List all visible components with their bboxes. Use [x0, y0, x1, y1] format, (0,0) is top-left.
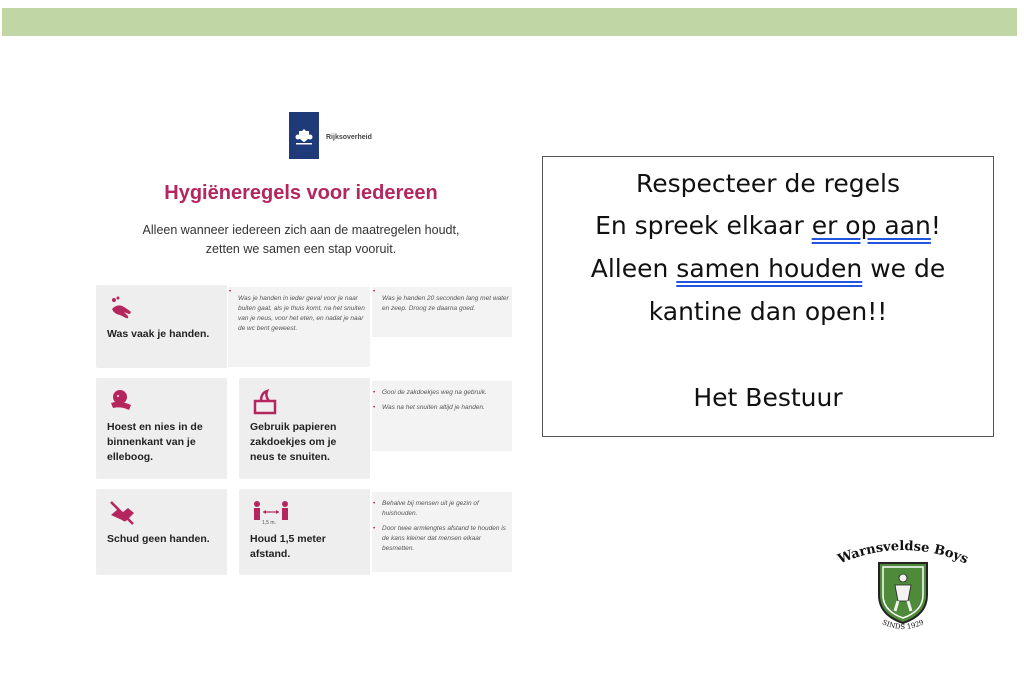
- card-label: Gebruik papieren zakdoekjes om je neus te snuiten.: [250, 421, 337, 463]
- message-line-1: Respecteer de regels: [636, 169, 900, 198]
- message-box: [542, 156, 994, 437]
- card-label: Houd 1,5 meter afstand.: [250, 533, 326, 560]
- hygiene-poster: [78, 100, 524, 590]
- tissue-box-icon: [251, 388, 279, 416]
- top-banner: [2, 8, 1017, 36]
- government-logo-icon: [289, 112, 319, 159]
- poster-title: Hygiëneregels voor iedereen: [164, 182, 438, 204]
- no-handshake-icon: [108, 499, 136, 527]
- card-label: Hoest en nies in de binnenkant van je elleboog.: [107, 421, 203, 463]
- card-distance: [239, 489, 370, 575]
- note-distance: • Behalve bij mensen uit je gezin of huishouden. • Door twee armlengtes afstand te houden is de kans kleiner dat mensen elkaar besmetten.: [372, 492, 512, 572]
- card-no-handshake: [96, 489, 227, 575]
- note-tissue: • Gooi de zakdoekjes weg na gebruik. • Was na het snuiten altijd je handen.: [372, 381, 512, 451]
- message-line-2: En spreek elkaar er op aan!: [595, 211, 941, 240]
- message-signature: Het Bestuur: [693, 383, 843, 412]
- wash-hands-icon: [108, 295, 136, 323]
- card-cough: [96, 378, 227, 479]
- note-wash-a: • Was je handen in ieder geval voor je naar buiten gaat, als je thuis komt, na het snuiten van je neus, voor het eten, en nadat je naar de wc bent geweest.: [228, 287, 370, 367]
- card-wash-hands: [96, 285, 227, 368]
- distance-tag: 1,5 m.: [262, 520, 276, 526]
- club-name-text: Warnsveldse Boys: [835, 540, 971, 568]
- card-label: Was vaak je handen.: [107, 328, 210, 340]
- message-line-4: kantine dan open!!: [648, 297, 888, 326]
- club-since-text: SINDS 1929: [880, 618, 926, 632]
- message-line-3: Alleen samen houden we de: [590, 254, 946, 283]
- cough-elbow-icon: [108, 388, 136, 416]
- note-wash-b: • Was je handen 20 seconden lang met water en zeep. Droog ze daarna goed.: [372, 287, 512, 337]
- card-label: Schud geen handen.: [107, 533, 210, 545]
- poster-subtitle: Alleen wanneer iedereen zich aan de maatregelen houdt, zetten we samen een stap vooruit.: [142, 223, 460, 256]
- club-logo: [835, 540, 971, 640]
- underlined-phrase: samen houden: [676, 254, 863, 283]
- card-tissue: [239, 378, 370, 479]
- government-name: Rijksoverheid: [326, 134, 372, 141]
- underlined-phrase: er op aan: [811, 211, 931, 240]
